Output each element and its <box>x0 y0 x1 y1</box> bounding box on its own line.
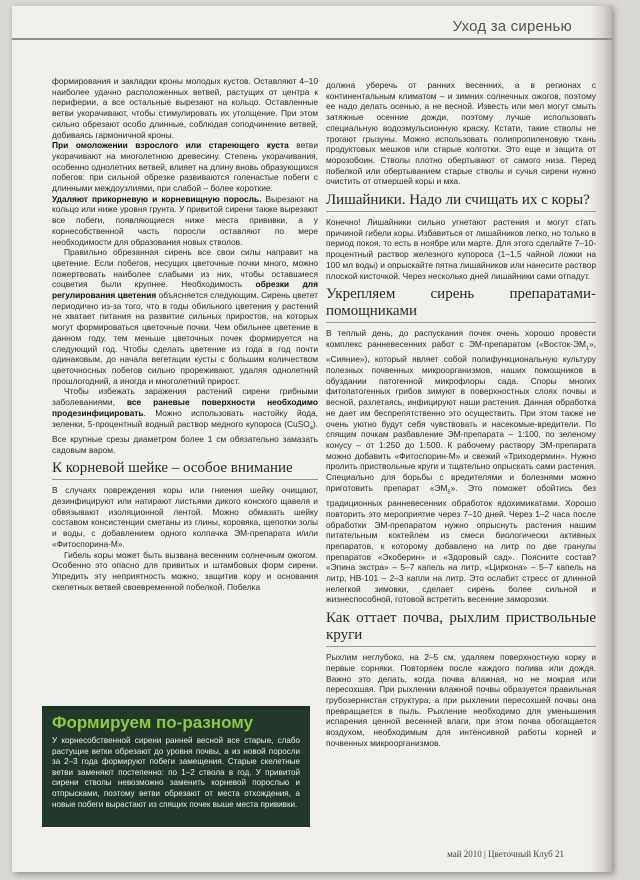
suckers-text: Вырезают на кольцо или ниже уровня грунта. У привитой сирени также вырезают все побеги, появляющиеся ниже места прививки, а у корнесобственной часть поросли оставляют по мере необходимости для образования новых стволов. <box>52 193 318 247</box>
left-paragraph-6: В случаях повреждения коры или гниения шейку очищают, дезинфицируют или натирают листьями дикого конского щавеля и обвязывают изоляционной лентой. Можно обмазать шейку составом консистенции сметаны из глины, коровяка, щепотки золы и воды, с добавлением одного колпачка ЭМ-препарата и/или «Фитоспорина-М». <box>52 485 318 549</box>
heading-root-collar: К корневой шейке – особое внимание <box>52 460 318 480</box>
magazine-page <box>12 6 612 872</box>
page-footer: май 2010 | Цветочный Клуб 21 <box>447 849 564 859</box>
disinfect-text-c: ). Все крупные срезы диаметром более 1 см обязательно замазать садовым варом. <box>52 418 318 455</box>
em-text-a: В теплый день, до распускания почек очень хорошо провести комплекс ранневесенних работ с ЭМ-препаратом («Восток-ЭМ <box>326 328 596 349</box>
left-paragraph-7: Гибель коры может быть вызвана весенним солнечным ожогом. Особенно это опасно для привитых и штамбовых форм сирени. Упредить эту неприятность можно, защитив кору и основания скелетных ветвей своевременной побелкой. Побелка <box>52 549 318 592</box>
em-text-b: », «Сияние»), который являет собой полифункциональную культуру полезных почвенных микроорганизмов, наших помощников в обуздании патогенной микрофлоры сада. Споры многих фитопатогенных грибов зимуют в поверхностных слоях почвы и весной, разлетаясь, инфицируют наши растения. Данная обработка не дает им беспрепятственно это осуществить. При этом также не очень уютно будут себя чувствовать и насекомые-вредители. По спящим почкам разбавление ЭМ-препарата – 1:100, по зеленому конусу – от 1:250 до 1:500. К рабочему раствору ЭМ-препарата можно добавить «Фитоспорин-М» и свежий «Триходермин». Нужно пролить приствольные круги и тщательно опрыскать сами растения. Специально для борьбы с вредителями и болезнями можно приготовить препарат «ЭМ <box>326 338 596 493</box>
left-paragraph-3 <box>52 194 318 248</box>
suckers-lead: Удаляют прикорневую и корневищную поросль. <box>52 193 262 204</box>
right-paragraph-1: должна уберечь от ранних весенних, а в регионах с континентальным климатом – и зимних солнечных ожогов, поэтому ее надо делать осенью, а не весной. Известь или мел могут смыть затяжные осенние дожди, поэтому лучше использовать специальную водоэмульсионную краску. Кстати, такие стволы не трогают грызуны. Можно использовать полипропиленовую ткань продуктовых мешков или старые колготки. Это еще и защита от морозобоин. Стволы плотно обертывают от самого низа. Перед побелкой или обертыванием старые стволы и сучья сирени нужно очистить от отмершей коры и мха. <box>326 80 596 187</box>
section-title: Уход за сиренью <box>452 18 572 35</box>
rejuvenation-lead: При омоложении взрослого или стареющего куста <box>52 140 289 151</box>
em-text-c: ». Это поможет обойтись без традиционных ранневесенних обработок ядохимикатами. Хорошо повторить это мероприятие через 7–10 дней. Через 1–2 часа после обработки ЭМ-препаратом нужно опрыснуть растения нашим питательным коктейлем из смеси биологически активных препаратов, к которому добавлено на литр по две гранулы препаратов «Экоберин» и «Здоровый сад». Поясните состав? «Эпина экстра» – 5–7 капель на литр, «Циркона» – 5–7 капель на литр, НВ-101 – 2–3 капли на литр. Это ослабит стресс от длинной нелегкой зимовки, сделает сирень более сильной и жизнеспособной, готовой встретить весенние заморозки. <box>326 482 596 605</box>
em-subscript-5: 5 <box>447 489 451 496</box>
heading-soil: Как оттает почва, рыхлим приствольные круги <box>326 610 596 647</box>
callout-title: Формируем по-разному <box>52 713 254 732</box>
header-divider <box>12 38 612 40</box>
flowering-lead: обрезки для регулирования цветения <box>52 279 318 301</box>
left-paragraph-5 <box>52 386 318 455</box>
left-paragraph-1: формирования и закладки кроны молодых кустов. Оставляют 4–10 наиболее удачно расположенных ветвей, растущих от центра к периферии, а все остальные вырезают на кольцо. Оставленные ветви укорачивают, чтобы стимулировать их утолщение. При этом сильно обрезают особо длинные, соблюдая соподчинение ветвей, добиваясь гармоничной кроны. <box>52 76 318 140</box>
disinfect-text-b: . Можно использовать настойку йода, зеленки, 5-процентный водный раствор медного купороса (CuSO <box>52 407 318 429</box>
left-paragraph-4 <box>52 247 318 386</box>
rejuvenation-text: ветви укорачивают на многолетнюю древесину. Степень укорачивания, особенно однолетних ветвей, влияет на длину вновь образующихся побегов: при сильной обрезке развиваются голенастые побеги с длинными междоузлиями, при слабой – более короткие. <box>52 140 318 194</box>
left-paragraph-2 <box>52 140 318 194</box>
disinfect-text-a: Чтобы избежать заражения растений сирени грибными заболеваниями, <box>52 386 318 408</box>
callout-box <box>42 706 310 827</box>
disinfect-lead: все раневые поверхности необходимо продезинфицировать <box>52 397 318 418</box>
right-column <box>326 80 596 749</box>
em-subscript-1: 1 <box>585 345 589 352</box>
flowering-text-a: Правильно обрезанная сирень все свои силы направит на цветение. Если побегов, несущих цветочные почки много, можно пожертвовать наиболее слабыми из них, чтобы оставшиеся соцветия были крупнее. Необходимость <box>52 247 318 290</box>
right-paragraph-2: Конечно! Лишайники сильно угнетают растения и могут стать причиной гибели коры. Избавиться от лишайников легко, но только в период покоя, то есть в ноябре или марте. Для этого сделайте 7–10-процентный раствор железного купороса (1–1,5 чайной ложки на 100 мл воды) и опрыскайте пятна лишайников или нанесите раствор плоской кисточкой. Через несколько дней лишайники сами отпадут. <box>326 217 596 281</box>
formula-subscript: 4 <box>309 425 313 432</box>
right-paragraph-3 <box>326 328 596 605</box>
flowering-text-b: объясняется следующим. Сирень цветет периодично из-за того, что в годы обильного цветения у растений не хватает питания на развитие сильных приростов, на которых могут формироваться цветочные почки. Чем обильнее цветение в данном году, тем меньше цветочных почек формируется на следующий год. Чтобы сделать цветение из года в год почти одинаковым, до начала вегетации кусты с большим количеством цветочносных побегов сильно прореживают, удаляя однолетний прошлогодний, а иногда и многолетний прирост. <box>52 290 318 386</box>
callout-text: У корнесобственной сирени ранней весной все старые, слабо растущие ветки обрезают до уровня почвы, а из новой поросли за 2–3 года формируют побеги замещения. Старые скелетные ветви заменяют постепенно: по 1–2 ствола в год. У привитой сирени стволы невозможно заменить корневой порослью и отпрысками, поэтому ветви обрезают от места отхождения, а новые побеги вырастают из спящих почек выше места прививки. <box>52 736 300 809</box>
right-paragraph-4: Рыхлим неглубоко, на 2–5 см, удаляем поверхностную корку и первые сорняки. Повторяем после каждого полива или дождя. Важно это делать, когда почва влажная, но не мокрая или пересохшая. При рыхлении влажной почвы образуется правильная грубозернистая структура, а при рыхлении пересохшей почвы она превращается в пыль. Рыхление необходимо для уменьшения испарения ценной весенней влаги, при этом почва обогащается воздухом, необходимым для интенсивной работы корней и почвенных микроорганизмов. <box>326 652 596 748</box>
heading-helpers: Укрепляем сирень препаратами-помощниками <box>326 286 596 323</box>
heading-lichens: Лишайники. Надо ли счищать их с коры? <box>326 192 596 212</box>
left-column <box>52 76 318 592</box>
